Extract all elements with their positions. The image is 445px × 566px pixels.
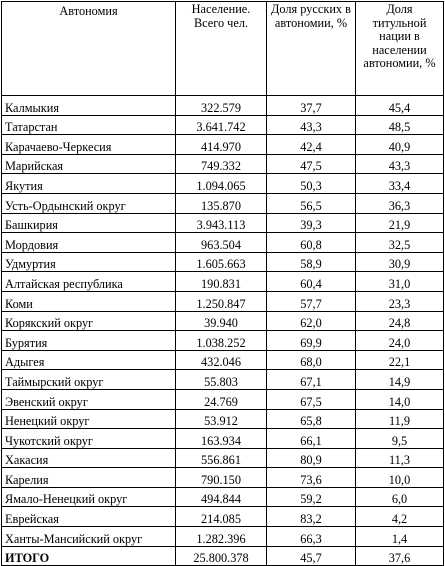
table-row [2, 272, 444, 292]
russian-share-cell: 83,2 [267, 507, 356, 527]
titular-share-cell: 33,4 [356, 174, 444, 194]
header-population: Население. Всего чел. [176, 2, 267, 96]
autonomy-name: Удмуртия [2, 252, 176, 272]
autonomy-name: Коми [2, 291, 176, 311]
table-row [2, 115, 444, 135]
table-row [2, 527, 444, 547]
russian-share-cell: 60,4 [267, 272, 356, 292]
table-row [2, 291, 444, 311]
autonomy-name: Башкирия [2, 213, 176, 233]
titular-share-cell: 23,3 [356, 291, 444, 311]
russian-share-cell: 73,6 [267, 468, 356, 488]
russian-share-cell: 43,3 [267, 115, 356, 135]
titular-share-cell: 14,9 [356, 370, 444, 390]
population-cell: 494.844 [176, 487, 267, 507]
header-row [2, 2, 444, 96]
russian-share-cell: 67,1 [267, 370, 356, 390]
total-russian-share: 45,7 [267, 546, 356, 566]
table-row [2, 135, 444, 155]
autonomy-name: Эвенский округ [2, 389, 176, 409]
table-row [2, 252, 444, 272]
population-cell: 1.282.396 [176, 527, 267, 547]
table-row [2, 331, 444, 351]
autonomy-name: Марийская [2, 154, 176, 174]
titular-share-cell: 45,4 [356, 96, 444, 116]
titular-share-cell: 11,3 [356, 448, 444, 468]
russian-share-cell: 37,7 [267, 96, 356, 116]
titular-share-cell: 4,2 [356, 507, 444, 527]
table-row [2, 409, 444, 429]
autonomy-name: Калмыкия [2, 96, 176, 116]
russian-share-cell: 50,3 [267, 174, 356, 194]
autonomy-name: Карелия [2, 468, 176, 488]
titular-share-cell: 6,0 [356, 487, 444, 507]
population-cell: 214.085 [176, 507, 267, 527]
autonomy-name: Мордовия [2, 233, 176, 253]
autonomy-name: Чукотский округ [2, 429, 176, 449]
titular-share-cell: 9,5 [356, 429, 444, 449]
autonomy-name: Карачаево-Черкесия [2, 135, 176, 155]
titular-share-cell: 24,8 [356, 311, 444, 331]
titular-share-cell: 30,9 [356, 252, 444, 272]
population-cell: 556.861 [176, 448, 267, 468]
population-cell: 322.579 [176, 96, 267, 116]
table-row [2, 96, 444, 116]
titular-share-cell: 11,9 [356, 409, 444, 429]
population-cell: 749.332 [176, 154, 267, 174]
population-cell: 790.150 [176, 468, 267, 488]
autonomy-name: Хакасия [2, 448, 176, 468]
header-titular-share: Доля титульной нации в населении автономии, % [356, 2, 444, 96]
russian-share-cell: 80,9 [267, 448, 356, 468]
autonomy-name: Адыгея [2, 350, 176, 370]
table-row [2, 507, 444, 527]
titular-share-cell: 22,1 [356, 350, 444, 370]
population-cell: 53.912 [176, 409, 267, 429]
population-cell: 1.250.847 [176, 291, 267, 311]
total-row [2, 546, 444, 566]
titular-share-cell: 43,3 [356, 154, 444, 174]
population-cell: 163.934 [176, 429, 267, 449]
table-header [2, 2, 444, 96]
table-row [2, 429, 444, 449]
titular-share-cell: 24,0 [356, 331, 444, 351]
population-cell: 432.046 [176, 350, 267, 370]
russian-share-cell: 42,4 [267, 135, 356, 155]
autonomy-name: Татарстан [2, 115, 176, 135]
titular-share-cell: 1,4 [356, 527, 444, 547]
autonomy-name: Таймырский округ [2, 370, 176, 390]
titular-share-cell: 40,9 [356, 135, 444, 155]
russian-share-cell: 59,2 [267, 487, 356, 507]
total-population: 25.800.378 [176, 546, 267, 566]
population-cell: 1.605.663 [176, 252, 267, 272]
table-row [2, 448, 444, 468]
population-cell: 190.831 [176, 272, 267, 292]
table-row [2, 213, 444, 233]
autonomy-name: Ненецкий округ [2, 409, 176, 429]
russian-share-cell: 62,0 [267, 311, 356, 331]
russian-share-cell: 66,3 [267, 527, 356, 547]
titular-share-cell: 10,0 [356, 468, 444, 488]
population-cell: 3.943.113 [176, 213, 267, 233]
titular-share-cell: 14,0 [356, 389, 444, 409]
russian-share-cell: 58,9 [267, 252, 356, 272]
population-cell: 3.641.742 [176, 115, 267, 135]
population-cell: 1.038.252 [176, 331, 267, 351]
titular-share-cell: 32,5 [356, 233, 444, 253]
header-russian-share: Доля русских в автономии, % [267, 2, 356, 96]
population-cell: 135.870 [176, 193, 267, 213]
table-row [2, 311, 444, 331]
table-row [2, 370, 444, 390]
titular-share-cell: 36,3 [356, 193, 444, 213]
autonomy-name: Алтайская республика [2, 272, 176, 292]
population-cell: 24.769 [176, 389, 267, 409]
table-row [2, 174, 444, 194]
autonomy-name: Еврейская [2, 507, 176, 527]
header-autonomy: Автономия [2, 2, 176, 96]
table-body [2, 96, 444, 566]
titular-share-cell: 31,0 [356, 272, 444, 292]
autonomy-name: Бурятия [2, 331, 176, 351]
population-cell: 414.970 [176, 135, 267, 155]
population-cell: 963.504 [176, 233, 267, 253]
total-label: ИТОГО [2, 546, 176, 566]
population-cell: 39.940 [176, 311, 267, 331]
table-row [2, 487, 444, 507]
autonomy-name: Ямало-Ненецкий округ [2, 487, 176, 507]
autonomy-name: Ханты-Мансийский округ [2, 527, 176, 547]
population-cell: 1.094.065 [176, 174, 267, 194]
russian-share-cell: 66,1 [267, 429, 356, 449]
table-row [2, 389, 444, 409]
table-row [2, 350, 444, 370]
russian-share-cell: 60,8 [267, 233, 356, 253]
table-row [2, 154, 444, 174]
table-row [2, 233, 444, 253]
autonomy-name: Корякский округ [2, 311, 176, 331]
russian-share-cell: 65,8 [267, 409, 356, 429]
russian-share-cell: 68,0 [267, 350, 356, 370]
population-cell: 55.803 [176, 370, 267, 390]
autonomy-name: Усть-Ордынский округ [2, 193, 176, 213]
table-row [2, 193, 444, 213]
table-row [2, 468, 444, 488]
autonomy-name: Якутия [2, 174, 176, 194]
autonomies-table [1, 1, 444, 566]
titular-share-cell: 21,9 [356, 213, 444, 233]
russian-share-cell: 39,3 [267, 213, 356, 233]
titular-share-cell: 48,5 [356, 115, 444, 135]
russian-share-cell: 56,5 [267, 193, 356, 213]
russian-share-cell: 47,5 [267, 154, 356, 174]
total-titular-share: 37,6 [356, 546, 444, 566]
russian-share-cell: 69,9 [267, 331, 356, 351]
russian-share-cell: 67,5 [267, 389, 356, 409]
russian-share-cell: 57,7 [267, 291, 356, 311]
